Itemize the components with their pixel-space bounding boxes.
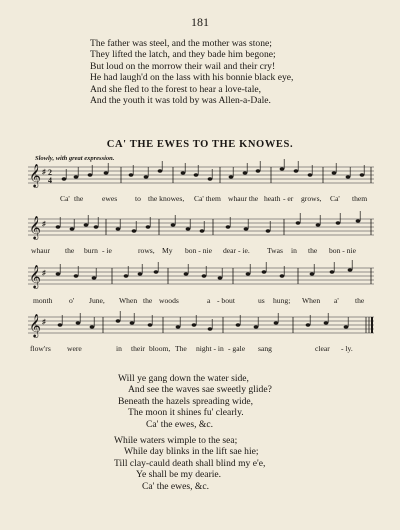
stanza-line: And see the waves sae sweetly glide? <box>128 384 272 396</box>
lyric-syllable: the <box>74 194 84 203</box>
stanza-line: Beneath the hazels spreading wide, <box>118 395 254 407</box>
music-staff-4 <box>28 315 374 337</box>
key-signature-icon: ♯ <box>42 220 46 228</box>
verse-line: But loud on the morrow their wail and their cry! <box>90 60 276 72</box>
lyric-syllable: - bout <box>217 296 235 305</box>
lyric-syllable: The <box>175 344 187 353</box>
lyric-syllable: them <box>352 194 368 203</box>
stanza-line: Ca' the ewes, &c. <box>146 418 213 430</box>
staff-notation-1 <box>28 165 374 187</box>
stanza-line: Ye shall be my dearie. <box>136 469 222 481</box>
lyric-syllable: - er <box>283 194 294 203</box>
lyric-syllable: burn <box>84 246 98 255</box>
stanza-line: While waters wimple to the sea; <box>114 435 238 446</box>
lyric-syllable: o' <box>69 296 75 305</box>
stanza-line: Till clay-cauld death shall blind my e'e, <box>114 457 266 469</box>
lyric-syllable: Twas <box>267 246 283 255</box>
lyric-syllable: rows, <box>138 246 155 255</box>
lyric-syllable: - gale <box>228 344 246 353</box>
lyric-syllable: a <box>207 296 211 305</box>
lyric-syllable: Ca' <box>60 194 70 203</box>
music-staff-2 <box>28 217 374 239</box>
svg-text:4: 4 <box>48 176 52 185</box>
key-signature-icon: ♯ <box>42 168 46 176</box>
song-title: CA' THE EWES TO THE KNOWES. <box>106 139 294 150</box>
lyric-syllable: to <box>135 194 141 203</box>
lyric-syllable: flow'rs <box>30 344 51 353</box>
notes <box>62 167 365 180</box>
staff-notation-2 <box>28 217 374 239</box>
lyric-syllable: When <box>302 296 321 305</box>
treble-clef-icon: 𝄞 <box>29 315 41 337</box>
page-number: 181 <box>191 15 209 29</box>
staff-notation-4 <box>28 315 374 337</box>
music-staff-3 <box>28 266 374 288</box>
lyric-syllable: woods <box>159 296 179 305</box>
treble-clef-icon: 𝄞 <box>29 165 41 187</box>
lyric-syllable: the <box>143 296 153 305</box>
lyric-syllable: the <box>355 296 365 305</box>
stanza-line: Ca' the ewes, &c. <box>142 480 209 492</box>
lyric-syllable: us <box>258 296 265 305</box>
stanza-line: While day blinks in the lift sae hie; <box>124 446 259 458</box>
lyric-syllable: in <box>116 344 122 353</box>
lyric-syllable: - ie <box>102 246 112 255</box>
tempo-marking: Slowly, with great expression. <box>35 155 115 162</box>
lyric-syllable: whaur the <box>228 194 259 203</box>
lyric-syllable: bon - nie <box>329 246 356 255</box>
lyric-syllable: sang <box>258 344 272 353</box>
lyric-syllable: the <box>65 246 75 255</box>
lyric-syllable: night - in <box>196 344 224 353</box>
lyric-syllable: bloom, <box>149 344 171 353</box>
lyric-syllable: their <box>131 344 145 353</box>
lyric-syllable: whaur <box>31 246 50 255</box>
stanza-1 <box>118 373 272 430</box>
lyric-syllable: clear <box>315 344 330 353</box>
verse-line: And she fled to the forest to hear a love-tale, <box>90 83 262 95</box>
time-signature-icon: 2 <box>48 168 52 177</box>
treble-clef-icon: 𝄞 <box>29 217 41 239</box>
key-signature-icon: ♯ <box>42 269 46 277</box>
staff-notation-3 <box>28 266 374 288</box>
stanza-2 <box>114 435 265 492</box>
lyric-syllable: a' <box>334 296 339 305</box>
verse-line: He had laugh'd on the lass with his bonnie black eye, <box>90 72 294 84</box>
lyric-syllable: month <box>33 296 53 305</box>
verse-top <box>90 38 293 106</box>
music-staff-1 <box>28 165 374 187</box>
key-signature-icon: ♯ <box>42 318 46 326</box>
lyric-syllable: June, <box>89 296 105 305</box>
lyric-syllable: dear - ie. <box>223 246 250 255</box>
lyric-syllable: in <box>291 246 297 255</box>
lyric-syllable: bon - nie <box>185 246 212 255</box>
verse-line: And the youth it was told by was Allen-a-Dale. <box>90 95 271 107</box>
lyric-syllable: heath <box>264 194 281 203</box>
lyric-syllable: My <box>162 246 173 255</box>
stanza-line: Will ye gang down the water side, <box>118 373 249 384</box>
verse-line: They lifted the latch, and they bade him begone; <box>90 49 276 61</box>
lyric-syllable: hung; <box>273 296 291 305</box>
lyric-syllable: - ly. <box>341 344 353 353</box>
lyric-syllable: the knowes, <box>148 194 185 203</box>
treble-clef-icon: 𝄞 <box>29 266 41 288</box>
lyric-syllable: ewes <box>102 194 118 203</box>
lyric-syllable: Ca' <box>330 194 340 203</box>
stanza-line: The moon it shines fu' clearly. <box>128 407 244 419</box>
lyric-syllable: Ca' them <box>194 194 221 203</box>
lyric-syllable: grows, <box>301 194 322 203</box>
lyric-syllable: the <box>308 246 318 255</box>
lyric-syllable: When <box>119 296 138 305</box>
verse-line: The father was steel, and the mother was stone; <box>90 38 272 49</box>
lyric-syllable: were <box>67 344 82 353</box>
